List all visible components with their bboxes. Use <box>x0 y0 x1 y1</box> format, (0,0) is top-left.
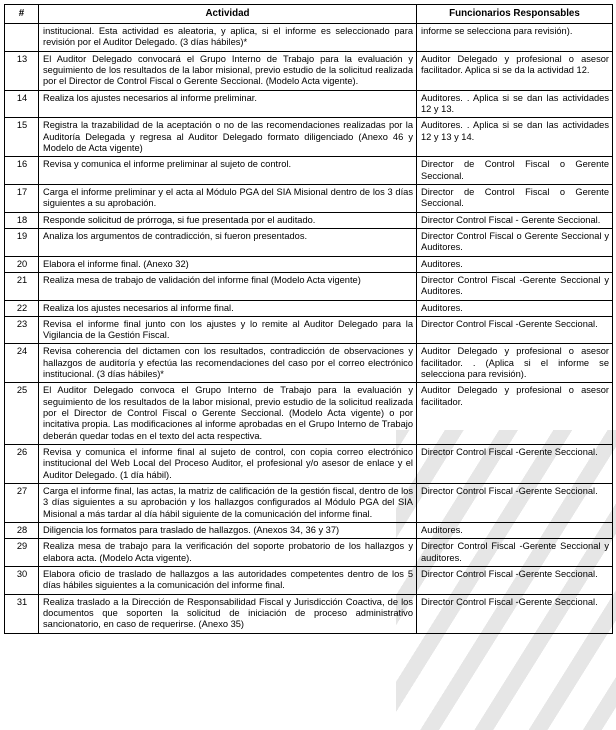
row-number: 28 <box>5 523 39 539</box>
row-responsible: Auditores. . Aplica si se dan las actividades 12 y 13 y 14. <box>417 118 613 157</box>
row-responsible: Director Control Fiscal -Gerente Seccional. <box>417 445 613 484</box>
row-responsible: Director Control Fiscal -Gerente Seccional y Auditores. <box>417 272 613 300</box>
table-row <box>5 523 613 539</box>
row-activity: Elabora el informe final. (Anexo 32) <box>39 256 417 272</box>
row-activity: Revisa y comunica el informe final al sujeto de control, con copia correo electrónico institucional del Web Local del Proceso Auditor, el profesional y/o asesor de enlace y el Auditor Delegado. (1 día hábil). <box>39 445 417 484</box>
row-responsible: Director Control Fiscal o Gerente Seccional y Auditores. <box>417 228 613 256</box>
table-row <box>5 539 613 567</box>
row-activity: Revisa el informe final junto con los ajustes y lo remite al Auditor Delegado para la Vigilancia de la Gestión Fiscal. <box>39 316 417 344</box>
row-responsible: Auditores. <box>417 256 613 272</box>
row-number: 19 <box>5 228 39 256</box>
row-activity: Realiza traslado a la Dirección de Responsabilidad Fiscal y Jurisdicción Coactiva, de los documentos que soporten la solicitud de iniciación de proceso administrativo sancionatorio, en caso de requerirse. (Anexo 35) <box>39 594 417 633</box>
row-responsible: Auditor Delegado y profesional o asesor facilitador. Aplica si se da la actividad 12. <box>417 51 613 90</box>
row-responsible: Director Control Fiscal -Gerente Seccional. <box>417 484 613 523</box>
row-number: 24 <box>5 344 39 383</box>
row-number: 13 <box>5 51 39 90</box>
table-row <box>5 256 613 272</box>
row-number: 16 <box>5 157 39 185</box>
table-row <box>5 445 613 484</box>
row-activity: Elabora oficio de traslado de hallazgos a las autoridades competentes dentro de los 5 días hábiles siguientes a la comunicación del informe final. <box>39 567 417 595</box>
table-row <box>5 118 613 157</box>
row-responsible: Auditores. <box>417 300 613 316</box>
row-number: 15 <box>5 118 39 157</box>
row-activity: Carga el informe final, las actas, la matriz de calificación de la gestión fiscal, dentro de los 3 días siguientes a su aprobación y los hallazgos configurados al Módulo PGA del SIA Misional a más tardar al día hábil siguiente de la comunicación del informe final. <box>39 484 417 523</box>
row-responsible: informe se selecciona para revisión). <box>417 23 613 51</box>
column-header-number: # <box>5 5 39 24</box>
row-activity: institucional. Esta actividad es aleatoria, y aplica, si el informe es seleccionado para revisión por el Auditor Delegado. (3 días hábiles)* <box>39 23 417 51</box>
table-header-row <box>5 5 613 24</box>
table-body <box>5 23 613 633</box>
row-responsible: Auditores. . Aplica si se dan las actividades 12 y 13. <box>417 90 613 118</box>
row-number: 27 <box>5 484 39 523</box>
row-number: 18 <box>5 212 39 228</box>
row-number <box>5 23 39 51</box>
row-activity: Analiza los argumentos de contradicción, si fueron presentados. <box>39 228 417 256</box>
table-row <box>5 484 613 523</box>
table-row <box>5 212 613 228</box>
row-activity: Revisa y comunica el informe preliminar al sujeto de control. <box>39 157 417 185</box>
row-activity: Responde solicitud de prórroga, si fue presentada por el auditado. <box>39 212 417 228</box>
row-responsible: Director Control Fiscal -Gerente Seccional. <box>417 567 613 595</box>
row-number: 26 <box>5 445 39 484</box>
row-responsible: Director de Control Fiscal o Gerente Seccional. <box>417 184 613 212</box>
table-row <box>5 594 613 633</box>
row-activity: Realiza mesa de trabajo para la verificación del soporte probatorio de los hallazgos y elabora acta. (Modelo Acta vigente). <box>39 539 417 567</box>
table-row <box>5 23 613 51</box>
table-row <box>5 344 613 383</box>
row-number: 29 <box>5 539 39 567</box>
row-activity: El Auditor Delegado convoca el Grupo Interno de Trabajo para la evaluación y seguimiento de los resultados de la labor misional, previo estudio de la solicitud realizada por el Director de Control Fiscal o Gerente Seccional. (Modelo Acta vigente) o por incitativa propia. Las modificaciones al informe aprobadas en el Grupo Interno de Trabajo deberán quedar todas en el texto del acta respectiva. <box>39 383 417 445</box>
column-header-responsible: Funcionarios Responsables <box>417 5 613 24</box>
table-row <box>5 51 613 90</box>
table-row <box>5 228 613 256</box>
table-row <box>5 90 613 118</box>
row-number: 30 <box>5 567 39 595</box>
row-responsible: Director Control Fiscal -Gerente Seccional. <box>417 316 613 344</box>
row-number: 22 <box>5 300 39 316</box>
row-activity: Realiza los ajustes necesarios al informe final. <box>39 300 417 316</box>
row-responsible: Auditor Delegado y profesional o asesor facilitador. . (Aplica si el informe se selecciona para revisión). <box>417 344 613 383</box>
table-row <box>5 567 613 595</box>
row-activity: Realiza los ajustes necesarios al informe preliminar. <box>39 90 417 118</box>
table-row <box>5 316 613 344</box>
row-activity: Revisa coherencia del dictamen con los resultados, contradicción de observaciones y hallazgos de auditoría y efectúa las recomendaciones del caso por el correo electrónico institucional. (3 días hábiles)* <box>39 344 417 383</box>
row-number: 14 <box>5 90 39 118</box>
row-number: 20 <box>5 256 39 272</box>
row-number: 25 <box>5 383 39 445</box>
row-activity: Carga el informe preliminar y el acta al Módulo PGA del SIA Misional dentro de los 3 días siguientes a su aprobación. <box>39 184 417 212</box>
row-responsible: Director de Control Fiscal o Gerente Seccional. <box>417 157 613 185</box>
row-number: 23 <box>5 316 39 344</box>
row-number: 31 <box>5 594 39 633</box>
row-activity: Registra la trazabilidad de la aceptación o no de las recomendaciones realizadas por la Auditoría Delegada y regresa al Auditor Delegado formato diligenciado (Anexo 46 y Modelo de Acta vigente) <box>39 118 417 157</box>
table-row <box>5 300 613 316</box>
column-header-activity: Actividad <box>39 5 417 24</box>
row-number: 21 <box>5 272 39 300</box>
row-activity: El Auditor Delegado convocará el Grupo Interno de Trabajo para la evaluación y seguimiento de los resultados de la labor misional, previo estudio de la solicitud realizada por el Director de Control Fiscal o Gerente Seccional. (Modelo Acta vigente). <box>39 51 417 90</box>
row-activity: Diligencia los formatos para traslado de hallazgos. (Anexos 34, 36 y 37) <box>39 523 417 539</box>
table-row <box>5 184 613 212</box>
row-responsible: Auditor Delegado y profesional o asesor facilitador. <box>417 383 613 445</box>
row-number: 17 <box>5 184 39 212</box>
row-responsible: Director Control Fiscal -Gerente Seccional. <box>417 594 613 633</box>
table-row <box>5 157 613 185</box>
table-row <box>5 383 613 445</box>
row-responsible: Director Control Fiscal - Gerente Seccional. <box>417 212 613 228</box>
row-responsible: Auditores. <box>417 523 613 539</box>
row-responsible: Director Control Fiscal -Gerente Seccional y auditores. <box>417 539 613 567</box>
row-activity: Realiza mesa de trabajo de validación del informe final (Modelo Acta vigente) <box>39 272 417 300</box>
activities-table <box>4 4 613 634</box>
table-row <box>5 272 613 300</box>
